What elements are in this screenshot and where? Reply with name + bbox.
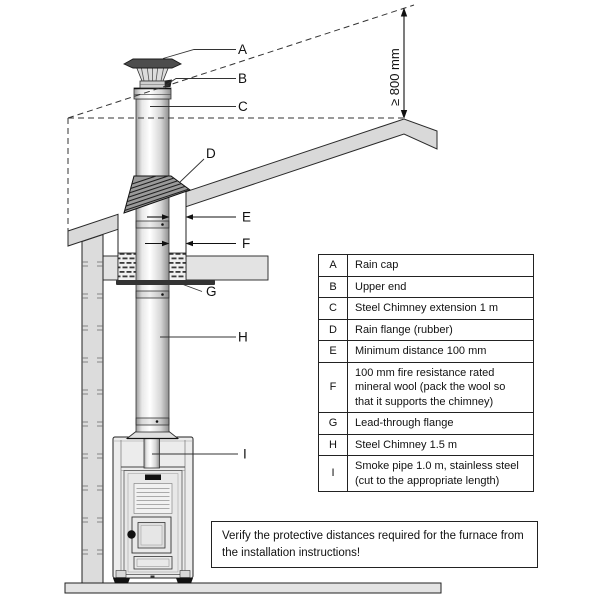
legend-row xyxy=(319,362,534,413)
clearance-sight-lines xyxy=(68,5,414,231)
callout-g: G xyxy=(206,284,217,299)
legend-row xyxy=(319,341,534,363)
rain-cap xyxy=(124,59,181,88)
legend-description: 100 mm fire resistance rated mineral wool (pack the wool so that it supports the chimney) xyxy=(348,362,534,413)
legend-row xyxy=(319,413,534,435)
legend-row xyxy=(319,298,534,320)
ash-drawer xyxy=(134,557,172,570)
legend-description: Smoke pipe 1.0 m, stainless steel (cut to the appropriate length) xyxy=(348,456,534,492)
legend-table xyxy=(318,254,534,492)
legend-key: E xyxy=(319,341,348,363)
legend-key: H xyxy=(319,434,348,456)
legend-description: Lead-through flange xyxy=(348,413,534,435)
legend-description: Steel Chimney extension 1 m xyxy=(348,298,534,320)
masonry-wall xyxy=(82,235,103,584)
door-handle xyxy=(127,530,135,538)
furnace-heat-panel xyxy=(134,484,172,514)
legend-description: Rain flange (rubber) xyxy=(348,319,534,341)
floor-slab xyxy=(65,583,441,593)
legend-key: B xyxy=(319,276,348,298)
mineral-wool-right xyxy=(169,253,186,281)
legend-key: C xyxy=(319,298,348,320)
legend-description: Minimum distance 100 mm xyxy=(348,341,534,363)
legend-row xyxy=(319,456,534,492)
ceiling-slab xyxy=(103,253,268,281)
dimension-800mm-label: ≥ 800 mm xyxy=(387,48,402,106)
legend-row xyxy=(319,255,534,277)
legend-description: Rain cap xyxy=(348,255,534,277)
legend-key: F xyxy=(319,362,348,413)
callout-c: C xyxy=(238,99,248,114)
legend-key: I xyxy=(319,456,348,492)
cap-brim xyxy=(124,59,181,68)
callout-e: E xyxy=(242,209,252,225)
dimension-800mm xyxy=(387,8,407,120)
legend-row xyxy=(319,434,534,456)
flare-collar xyxy=(127,432,178,439)
lead-through-flange-bar xyxy=(116,280,215,285)
roof-right-section xyxy=(186,119,437,207)
legend-key: D xyxy=(319,319,348,341)
callout-f: F xyxy=(242,236,251,251)
callout-i: I xyxy=(243,446,247,462)
callout-d: D xyxy=(206,146,216,161)
callout-b: B xyxy=(238,71,248,86)
legend-row xyxy=(319,319,534,341)
legend-description: Steel Chimney 1.5 m xyxy=(348,434,534,456)
legend-key: A xyxy=(319,255,348,277)
legend-key: G xyxy=(319,413,348,435)
callout-h: H xyxy=(238,329,248,345)
roof xyxy=(68,119,437,256)
furnace-door xyxy=(132,517,171,553)
legend-row xyxy=(319,276,534,298)
warning-note: Verify the protective distances required for the furnace from the installation instructions! xyxy=(211,521,538,568)
legend-description: Upper end xyxy=(348,276,534,298)
upper-end xyxy=(134,88,171,99)
furnace-vent-slot xyxy=(145,475,161,481)
callout-a: A xyxy=(238,42,248,57)
mineral-wool-left xyxy=(118,253,137,281)
